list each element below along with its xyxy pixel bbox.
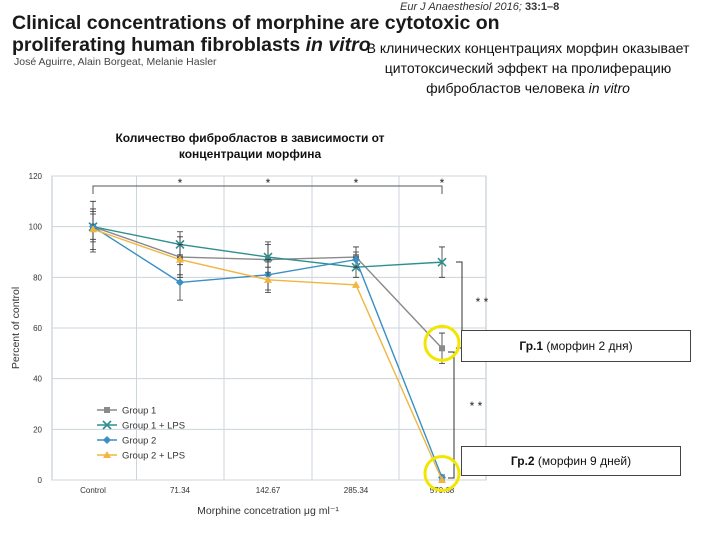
- data-point: [176, 278, 184, 286]
- legend-marker: [104, 407, 110, 413]
- y-tick-label: 100: [28, 222, 42, 232]
- y-tick-label: 60: [33, 324, 42, 333]
- legend-label: Group 1 + LPS: [122, 420, 186, 432]
- significance-star: *: [439, 176, 445, 190]
- significance-star: *: [177, 176, 183, 190]
- y-tick-label: 0: [37, 476, 42, 485]
- paper-title-line1: Clinical concentrations of morphine are cytotoxic on: [12, 12, 500, 34]
- x-axis-title: Morphine concetration μg ml⁻¹: [197, 505, 339, 517]
- y-tick-label: 20: [33, 425, 42, 435]
- authors: José Aguirre, Alain Borgeat, Melanie Hasler: [14, 56, 217, 68]
- legend-label: Group 2 + LPS: [122, 450, 186, 462]
- x-tick-label: 71.34: [169, 486, 191, 495]
- paper-title-italic: in vitro: [305, 34, 371, 56]
- paper-title-line2: proliferating human fibroblasts: [12, 34, 306, 56]
- significance-stars-group1: * *: [475, 295, 489, 309]
- legend: [97, 406, 185, 462]
- callout-group-1: Гр.1 (морфин 2 дня): [461, 330, 691, 362]
- y-axis-title: Percent of control: [10, 286, 22, 370]
- x-tick-label: 142.67: [255, 486, 281, 495]
- russian-title-italic: in vitro: [588, 80, 630, 96]
- callout-group-2: Гр.2 (морфин 9 дней): [461, 446, 681, 476]
- russian-title: В клинических концентрациях морфин оказывает цитотоксический эффект на пролиферацию фибробластов человека in vitro: [366, 40, 690, 96]
- significance-star: *: [353, 176, 359, 190]
- data-point: [439, 345, 445, 351]
- legend-label: Group 2: [122, 435, 157, 447]
- y-tick-label: 40: [33, 374, 42, 384]
- significance-star: *: [265, 176, 271, 190]
- x-tick-label: 285.34: [343, 486, 369, 495]
- y-tick-label: 80: [33, 273, 42, 283]
- journal-citation: Eur J Anaesthesiol 2016; 33:1–8: [400, 1, 560, 13]
- x-tick-label: 570.68: [429, 486, 455, 495]
- legend-label: Group 1: [122, 405, 157, 417]
- legend-marker: [103, 436, 111, 444]
- y-tick-label: 120: [28, 172, 42, 181]
- x-tick-label: Control: [80, 486, 106, 495]
- series-line: [93, 227, 442, 349]
- chart-caption: Количество фибробластов в зависимости от концентрации морфина: [115, 131, 385, 161]
- significance-stars-group2: * *: [469, 399, 483, 413]
